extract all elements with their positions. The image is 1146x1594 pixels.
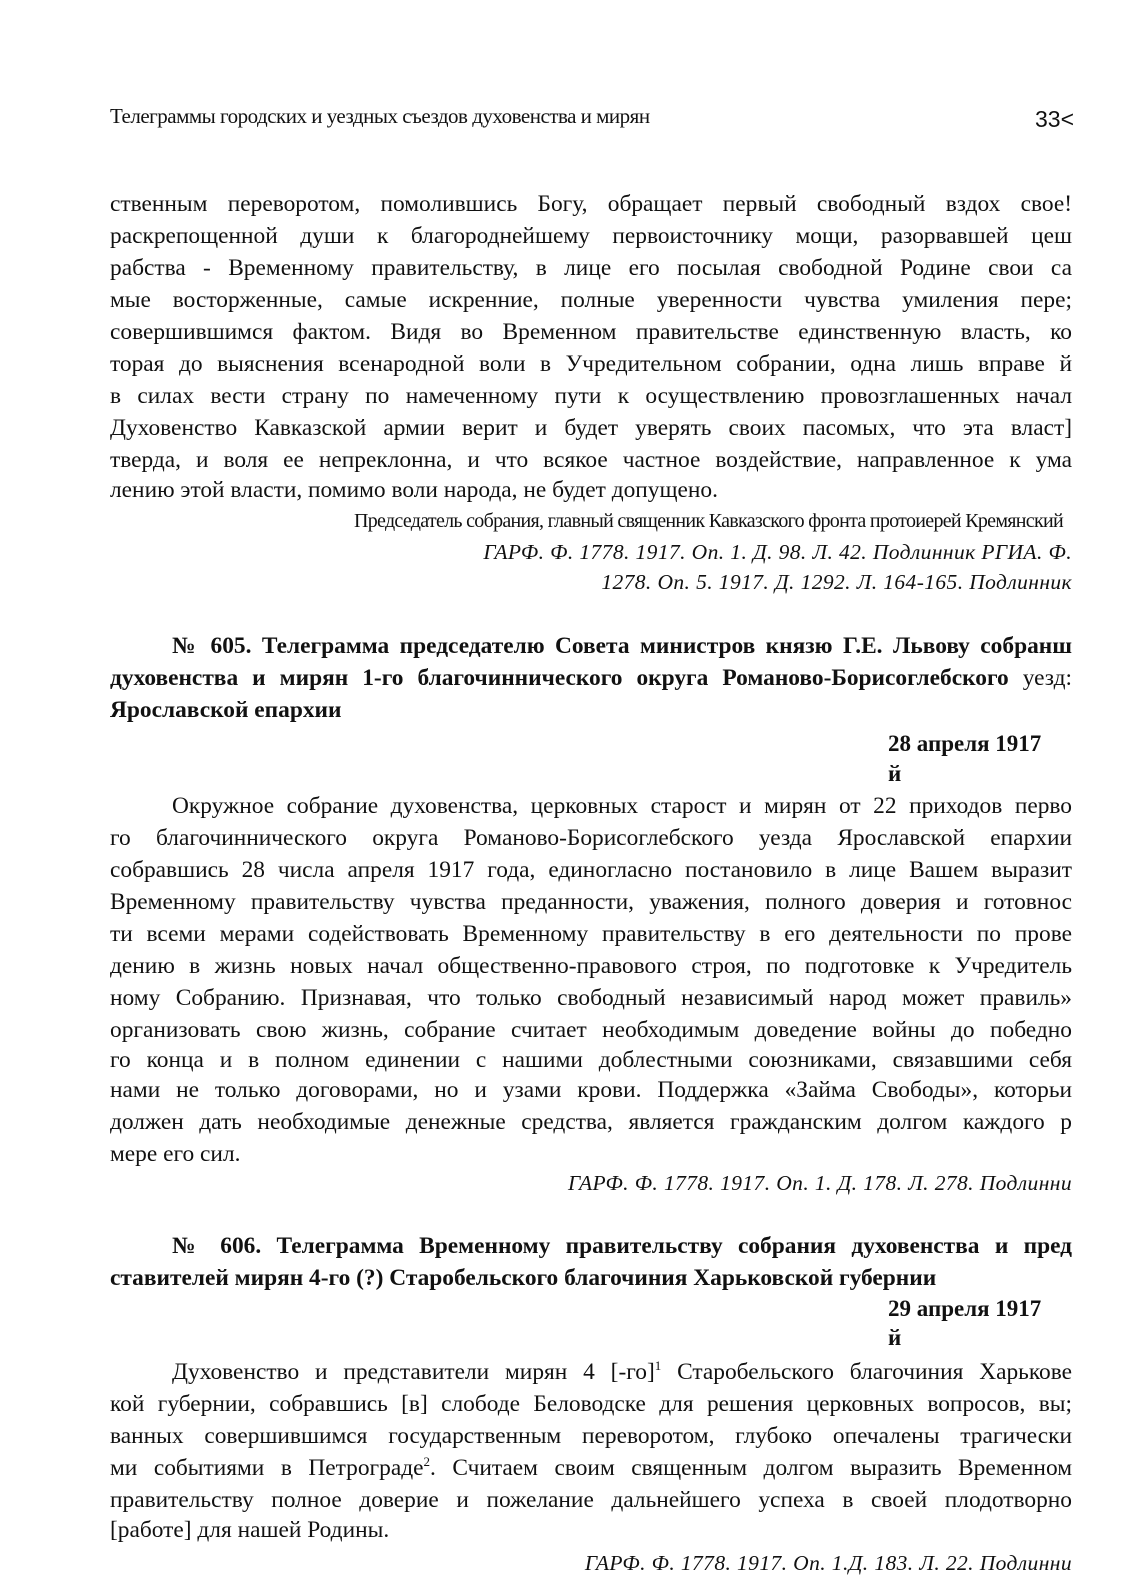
archive-source: 1278. Оп. 5. 1917. Д. 1292. Л. 164-165. Подлинник — [601, 570, 1072, 594]
doc-heading — [110, 662, 1072, 694]
doc-date-suffix: й — [888, 1325, 902, 1350]
text-line: [работе] для нашей Родины. — [110, 1517, 390, 1543]
doc-heading-tail: уезд: — [1008, 665, 1072, 691]
text-line: го конца и в полном единении с нашими доблестными союзниками, связавшими себя — [110, 1047, 1072, 1073]
text-line: организовать свою жизнь, собрание считает необходимым доведение войны до победно — [110, 1017, 1072, 1043]
text-line: ственным переворотом, помолившись Богу, обращает первый свободный вздох свое! — [110, 191, 1072, 217]
text-line: в силах вести страну по намеченному пути к осуществлению провозглашенных начал — [110, 383, 1072, 409]
text-line: торая до выяснения всенародной воли в Учредительном собрании, одна лишь вправе й — [110, 351, 1072, 377]
text-line: правительству полное доверие и пожелание дальнейшего успеха в своей плодотворно — [110, 1487, 1072, 1513]
text-line — [172, 1356, 1072, 1388]
text-line: совершившимся фактом. Видя во Временном правительстве единственную власть, ко — [110, 319, 1072, 345]
text-line — [110, 1452, 1072, 1484]
doc-heading: № 605. Телеграмма председателю Совета министров князю Г.Е. Львову собранш — [172, 633, 1072, 659]
doc-heading: № 606. Телеграмма Временному правительству собрания духовенства и пред — [172, 1233, 1072, 1259]
text-line: лению этой власти, помимо воли народа, не будет допущено. — [110, 477, 718, 503]
running-header — [110, 104, 1074, 136]
text-segment: Старобельского благочиния Харькове — [661, 1359, 1072, 1385]
text-line: рабства - Временному правительству, в лице его посылая свободной Родине свои са — [110, 255, 1072, 281]
doc-heading-bold: духовенства и мирян 1-го благочиннического округа Романово-Борисоглебского — [110, 665, 1009, 691]
footnote-ref: 1 — [654, 1358, 662, 1374]
text-line: мере его сил. — [110, 1141, 241, 1167]
doc-date: 29 апреля 1917 — [888, 1296, 1042, 1321]
text-segment: . Считаем своим священным долгом выразить Временном — [429, 1455, 1072, 1481]
archive-source: ГАРФ. Ф. 1778. 1917. Оп. 1. Д. 178. Л. 278. Подлинни — [567, 1171, 1072, 1195]
text-line: собравшись 28 числа апреля 1917 года, единогласно постановило в лице Вашем выразит — [110, 857, 1072, 883]
text-line: дению в жизнь новых начал общественно-правового строя, по подготовке к Учредитель — [110, 953, 1072, 979]
text-line: должен дать необходимые денежные средства, является гражданским долгом каждого р — [110, 1109, 1072, 1135]
text-line: го благочиннического округа Романово-Борисоглебского уезда Ярославской епархии — [110, 825, 1072, 851]
text-line: нами не только договорами, но и узами крови. Поддержка «Займа Свободы», которьи — [110, 1077, 1072, 1103]
text-line: ному Собранию. Признавая, что только свободный независимый народ может правиль» — [110, 985, 1072, 1011]
text-line: ванных совершившимся государственным переворотом, глубоко опечалены трагически — [110, 1423, 1072, 1449]
text-line: Духовенство Кавказской армии верит и будет уверять своих пасомых, что эта власт] — [110, 415, 1072, 441]
doc-heading: ставителей мирян 4-го (?) Старобельского благочиния Харьковской губернии — [110, 1265, 937, 1291]
archive-source: ГАРФ. Ф. 1778. 1917. Оп. 1.Д. 183. Л. 22. Подлинни — [584, 1551, 1072, 1575]
text-line: тверда, и воля ее непреклонна, и что всякое частное воздействие, направленное к ума — [110, 447, 1072, 473]
text-segment: ми событиями в Петрограде — [110, 1455, 424, 1481]
footnote-ref: 2 — [423, 1454, 430, 1470]
text-line: Временному правительству чувства преданности, уважения, полного доверия и готовнос — [110, 889, 1072, 915]
text-line: кой губернии, собравшись [в] слободе Беловодске для решения церковных вопросов, вы; — [110, 1391, 1072, 1417]
doc-heading: Ярославской епархии — [110, 697, 342, 723]
page-number: 33< — [1034, 106, 1074, 132]
archive-source: ГАРФ. Ф. 1778. 1917. Оп. 1. Д. 98. Л. 42. Подлинник РГИА. Ф. — [483, 540, 1072, 564]
doc-date: 28 апреля 1917 — [888, 731, 1042, 756]
text-line: раскрепощенной души к благороднейшему первоисточнику мощи, разорвавшей цеш — [110, 223, 1072, 249]
text-line: Окружное собрание духовенства, церковных старост и мирян от 22 приходов перво — [172, 793, 1072, 819]
text-segment: Духовенство и представители мирян 4 [-го] — [172, 1359, 655, 1385]
text-line: ти всеми мерами содействовать Временному правительству в его деятельности по прове — [110, 921, 1072, 947]
header-title: Телеграммы городских и уездных съездов духовенства и мирян — [110, 104, 650, 128]
doc-date-suffix: й — [888, 761, 902, 786]
signature: Председатель собрания, главный священник Кавказского фронта протоиерей Кремянский — [354, 510, 1063, 532]
text-line: мые восторженные, самые искренние, полные уверенности чувства умиления пере; — [110, 287, 1072, 313]
